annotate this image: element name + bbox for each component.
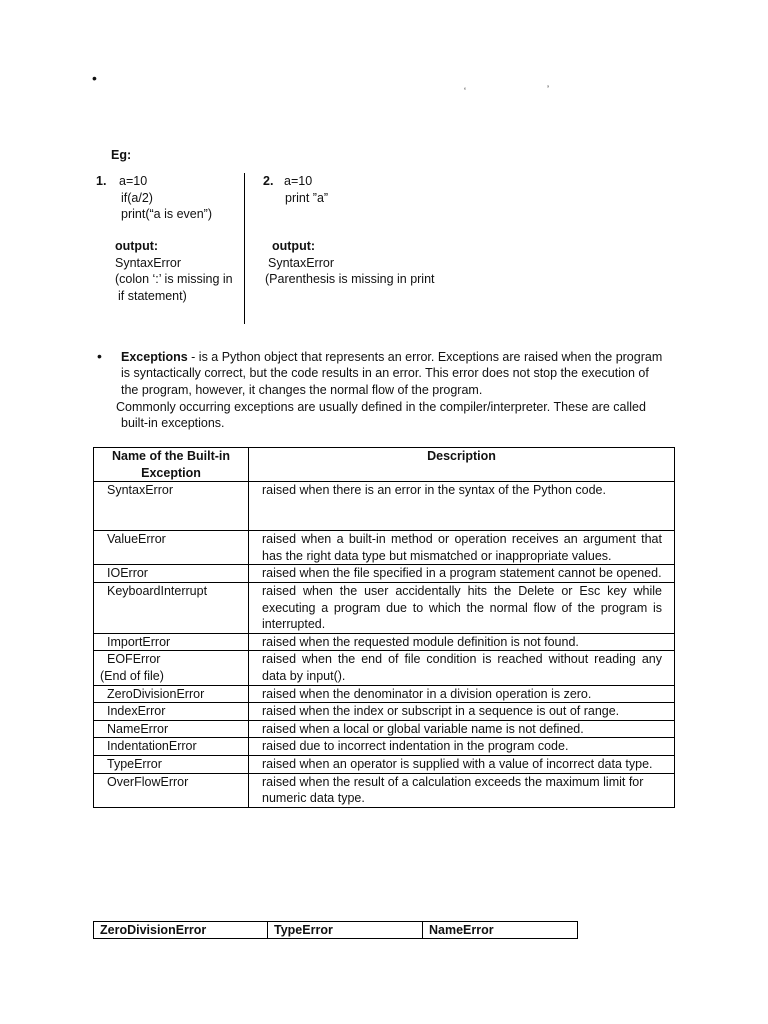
table-row [94, 531, 675, 565]
top-bullet: • [92, 70, 97, 86]
close-quote-mark: ’ [547, 84, 549, 94]
table-row [94, 651, 675, 685]
example-1-code-line: a=10 [119, 174, 148, 188]
table-row [94, 582, 675, 633]
exception-desc: raised when the file specified in a program statement cannot be opened. [249, 565, 675, 583]
exceptions-text: is syntactically correct, but the code results in an error. This error does not stop the execution of [121, 366, 649, 380]
exception-name: IndentationError [94, 738, 249, 756]
example-2-code-line: print ”a” [285, 191, 329, 205]
table-row [94, 565, 675, 583]
exception-name: NameError [94, 720, 249, 738]
table-header-row [94, 448, 675, 482]
exceptions-table [93, 447, 675, 808]
header-name: Name of the Built-in Exception [94, 448, 249, 482]
exception-name: TypeError [94, 755, 249, 773]
exception-name: EOFError [107, 652, 161, 667]
exception-desc: raised when the end of file condition is reached without reading any data by input(). [249, 651, 675, 685]
builtin-text: built-in exceptions. [121, 416, 225, 430]
exceptions-term: Exceptions [121, 350, 188, 364]
table-row [94, 738, 675, 756]
header-description: Description [249, 448, 675, 482]
table-row [94, 720, 675, 738]
exception-desc: raised when there is an error in the syntax of the Python code. [249, 482, 675, 531]
example-2-output-label: output: [272, 239, 316, 253]
answer-cell: TypeError [268, 922, 423, 939]
exception-desc: raised when the denominator in a division operation is zero. [249, 685, 675, 703]
exception-desc: raised when an operator is supplied with a value of incorrect data type. [249, 755, 675, 773]
example-1-note: if statement) [118, 289, 187, 303]
answer-table [93, 921, 578, 939]
answer-cell: NameError [423, 922, 578, 939]
table-row [94, 633, 675, 651]
example-1-output-label: output: [115, 239, 159, 253]
exception-name: SyntaxError [94, 482, 249, 531]
table-row [94, 685, 675, 703]
table-row [94, 755, 675, 773]
exception-name: ValueError [94, 531, 249, 565]
exception-desc: raised due to incorrect indentation in the program code. [249, 738, 675, 756]
example-1-error: SyntaxError [115, 256, 181, 270]
table-row [94, 703, 675, 721]
exception-desc: raised when the result of a calculation exceeds the maximum limit for numeric data type. [249, 773, 675, 807]
example-1-code-line: print(“a is even”) [121, 207, 212, 221]
exception-desc: raised when the user accidentally hits the Delete or Esc key while executing a program due to which the normal flow of the program is interrupted. [249, 582, 675, 633]
eg-label: Eg: [111, 148, 132, 162]
example-1-note: (colon ‘:’ is missing in [115, 272, 233, 286]
open-quote-mark: ‘ [464, 86, 466, 96]
exception-name: IndexError [94, 703, 249, 721]
exceptions-bullet: • [97, 348, 102, 364]
example-1-number: 1. [96, 174, 107, 188]
table-row [94, 773, 675, 807]
exceptions-text: - is a Python object that represents an error. Exceptions are raised when the program [187, 350, 663, 364]
example-2-error: SyntaxError [268, 256, 334, 270]
exception-name: ZeroDivisionError [94, 685, 249, 703]
exception-name: ImportError [94, 633, 249, 651]
builtin-text: Commonly occurring exceptions are usually defined in the compiler/interpreter. These are called [116, 400, 646, 414]
example-divider [244, 173, 245, 324]
exception-name: OverFlowError [94, 773, 249, 807]
example-2-code-line: a=10 [284, 174, 313, 188]
example-1-code-line: if(a/2) [121, 191, 153, 205]
example-2-number: 2. [263, 174, 274, 188]
exception-desc: raised when a local or global variable name is not defined. [249, 720, 675, 738]
answer-cell: ZeroDivisionError [94, 922, 268, 939]
exception-desc: raised when the index or subscript in a sequence is out of range. [249, 703, 675, 721]
exception-name: KeyboardInterrupt [94, 582, 249, 633]
table-row [94, 482, 675, 531]
example-2-note: (Parenthesis is missing in print [265, 272, 435, 286]
exceptions-text: the program, however, it changes the normal flow of the program. [121, 383, 483, 397]
answer-row [94, 922, 578, 939]
exception-name-note: (End of file) [100, 668, 164, 683]
exception-desc: raised when a built-in method or operation receives an argument that has the right data type but mismatched or inappropriate values. [249, 531, 675, 565]
exception-name: IOError [94, 565, 249, 583]
exception-desc: raised when the requested module definition is not found. [249, 633, 675, 651]
